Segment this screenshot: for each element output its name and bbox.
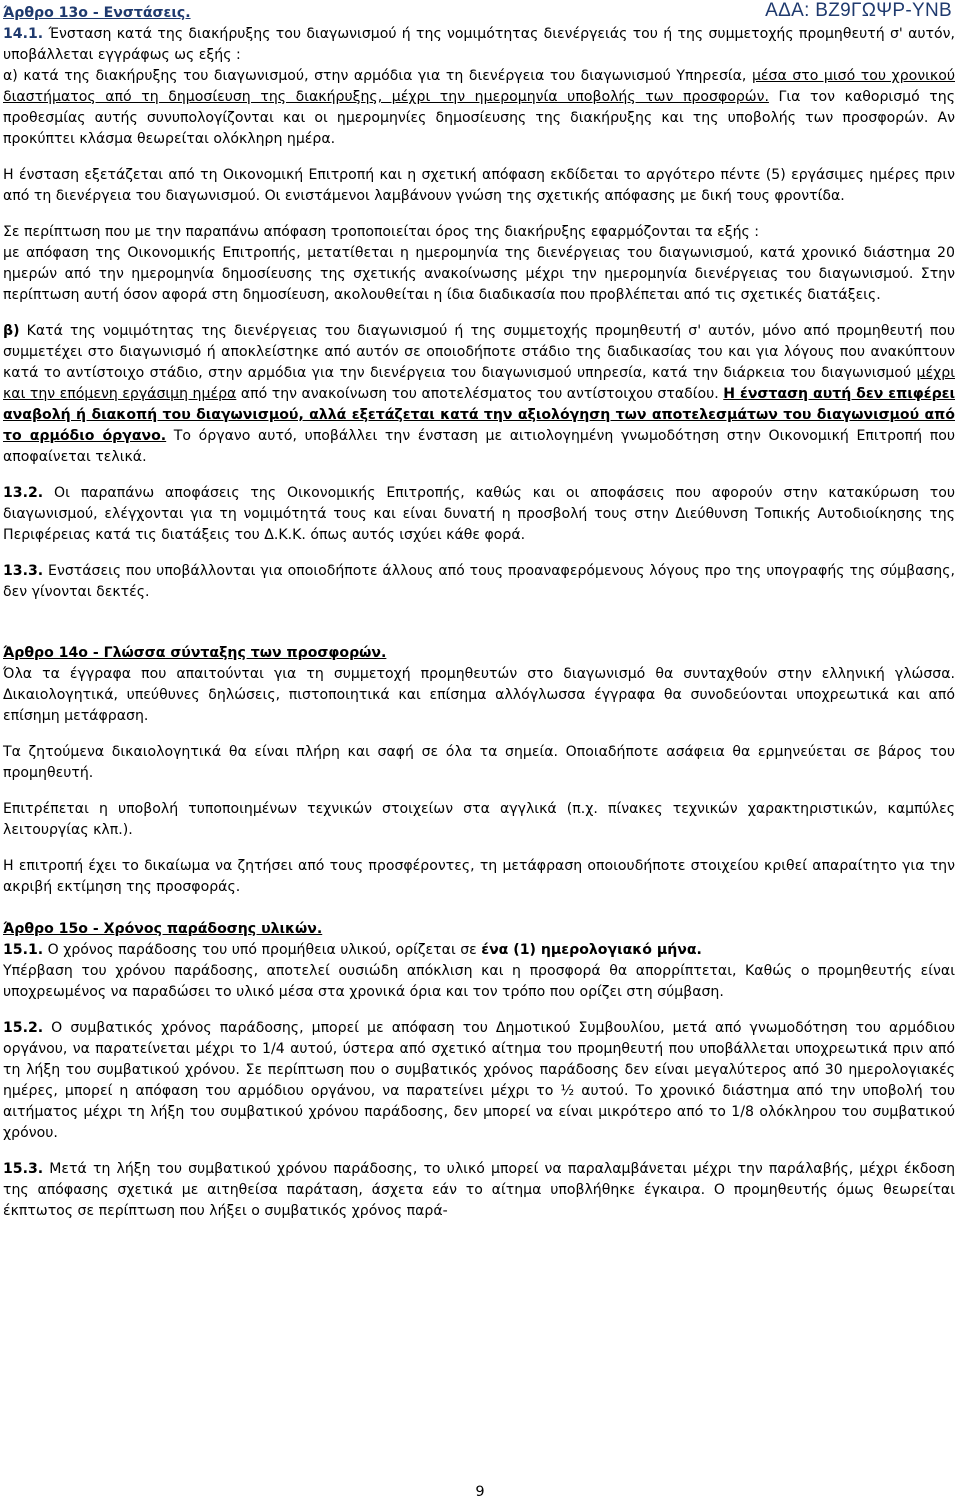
- paragraph-13-3: 13.3. Ενστάσεις που υποβάλλονται για οποιοδήποτε άλλους από τους προαναφερόμενους λόγους προ της υπογραφής της σύμβασης, δεν γίνονται δεκτές.: [3, 563, 955, 600]
- paragraph-committee-review: Η ένσταση εξετάζεται από τη Οικονομική Επιτροπή και η σχετική απόφαση εκδίδεται το αργότερο πέντε (5) εργάσιμες ημέρες πριν από τη διενέργεια του διαγωνισμού. Οι ενιστάμενοι λαμβάνουν γνώση της σχετικής απόφασης με δική τους φροντίδα.: [3, 167, 955, 204]
- paragraph-15-1: 15.1. Ο χρόνος παράδοσης του υπό προμήθεια υλικού, ορίζεται σε ένα (1) ημερολογιακό μήνα.: [3, 942, 702, 958]
- paragraph-objection-b: β) Κατά της νομιμότητας της διενέργειας του διαγωνισμού ή της συμμετοχής προμηθευτή σ' αυτόν, μόνο από προμηθευτή που συμμετέχει στο διαγωνισμό ή αποκλείστηκε από αυτόν σε οποιοδήποτε στάδιο της διαδικασίας του και για λόγους που ανακύπτουν κατά το αντίστοιχο στάδιο, στην αρμόδια για την διενέργεια του διαγωνισμού υπηρεσία, κατά την διάρκεια του διαγωνισμού μέχρι και την επόμενη εργάσιμη ημέρα από την ανακοίνωση του αποτελέσματος του αντίστοιχου σταδίου. Η ένσταση αυτή δεν επιφέρει αναβολή ή διακοπή του διαγωνισμού, αλλά εξετάζεται κατά την αξιολόγηση των αποτελεσμάτων του διαγωνισμού από το αρμόδιο όργανο. Το όργανο αυτό, υποβάλλει την ένσταση με αιτιολογημένη γνωμοδότηση στην Οικονομική Επιτροπή που αποφαίνεται τελικά.: [3, 323, 956, 465]
- paragraph-13-2: 13.2. Οι παραπάνω αποφάσεις της Οικονομικής Επιτροπής, καθώς και οι αποφάσεις που αφορούν στην κατακύρωση του διαγωνισμού, ελέγχονται για τη νομιμότητά τους και είναι δυνατή η προσβολή τους στην Διεύθυνση Τοπικής Αυτοδιοίκησης της Περιφέρειας κατά τις διατάξεις του Δ.Κ.Κ. όπως αυτός ισχύει κάθε φορά.: [3, 485, 955, 543]
- paragraph-translation-request: Η επιτροπή έχει το δικαίωμα να ζητήσει από τους προσφέροντες, τη μετάφραση οποιουδήποτε στοιχείου κριθεί απαραίτητο για την ακριβή εκτίμηση της προσφοράς.: [3, 858, 955, 895]
- article-13-title: Άρθρο 13ο - Ενστάσεις.: [3, 5, 191, 21]
- paragraph-objection-a: α) κατά της διακήρυξης του διαγωνισμού, στην αρμόδια για τη διενέργεια του διαγωνισμού Υπηρεσία, μέσα στο μισό του χρονικού διαστήματος από τη δημοσίευση της διακήρυξης, μέχρι την ημερομηνία υποβολής των προσφορών. Για τον καθορισμό της προθεσμίας αυτής συνυπολογίζονται και οι ημερομηνίες δημοσίευσης της διακήρυξης και της υποβολής των προσφορών. Αν προκύπτει κλάσμα θεωρείται ολόκληρη ημέρα.: [3, 68, 955, 147]
- document-body: [3, 3, 955, 1222]
- paragraph-delay-rule: Υπέρβαση του χρόνου παράδοσης, αποτελεί ουσιώδη απόκλιση και η προσφορά θα απορρίπτεται, Καθώς ο προμηθευτής είναι υποχρεωμένος να παραδώσει το υλικό μέσα στα χρονικά όρια και τον τρόπο που ορίζει στη σύμβαση.: [3, 963, 955, 1000]
- paragraph-amendment-rule: με απόφαση της Οικονομικής Επιτροπής, μετατίθεται η ημερομηνία της διενέργειας του διαγωνισμού, κατά χρονικό διάστημα 20 ημερών από την ημερομηνία δημοσίευσης της σχετικής ανακοίνωσης μέχρι την ημερομηνία διενέργειας του διαγωνισμού. Στην περίπτωση αυτή όσον αφορά στη δημοσίευση, ακολουθείται η ίδια διαδικασία που προβλέπεται από τις σχετικές διατάξεις.: [3, 245, 955, 303]
- paragraph-14-1: 14.1. Ένσταση κατά της διακήρυξης του διαγωνισμού ή της νομιμότητας διενέργειάς του ή της συμμετοχής προμηθευτή σ' αυτόν, υποβάλλεται εγγράφως ως εξής :: [3, 26, 955, 63]
- paragraph-documents-clarity: Τα ζητούμενα δικαιολογητικά θα είναι πλήρη και σαφή σε όλα τα σημεία. Οποιαδήποτε ασάφεια θα ερμηνεύεται σε βάρος του προμηθευτή.: [3, 744, 955, 781]
- bold-underlined-note: Η ένσταση αυτή δεν επιφέρει αναβολή ή διακοπή του διαγωνισμού, αλλά εξετάζεται κατά την αξιολόγηση των αποτελεσμάτων του διαγωνισμού από το αρμόδιο όργανο.: [3, 386, 956, 444]
- page-number: 9: [475, 1484, 485, 1500]
- article-15-title: Άρθρο 15ο - Χρόνος παράδοσης υλικών.: [3, 921, 323, 937]
- paragraph-number: 14.1.: [3, 26, 44, 42]
- paragraph-english-technical: Επιτρέπεται η υποβολή τυποποιημένων τεχνικών στοιχείων στα αγγλικά (π.χ. πίνακες τεχνικών χαρακτηριστικών, καμπύλες λειτουργίας κλπ.).: [3, 801, 955, 838]
- paragraph-15-3: 15.3. Μετά τη λήξη του συμβατικού χρόνου παράδοσης, το υλικό μπορεί να παραλαμβάνεται μέχρι την παράλαβής, μέχρι έκδοση της απόφασης σχετικά με αιτηθείσα παράταση, άσχετα εάν το αίτημα υποβλήθηκε έγκαιρα. Ο προμηθευτής όμως θεωρείται έκπτωτος σε περίπτωση που λήξει ο συμβατικός χρόνος παρά-: [3, 1161, 955, 1219]
- underlined-deadline: μέσα στο μισό του χρονικού διαστήματος από τη δημοσίευση της διακήρυξης, μέχρι την ημερομηνία υποβολής των προσφορών.: [3, 68, 955, 105]
- ada-code: ΑΔΑ: ΒΖ9ΓΩΨΡ-ΥΝΒ: [765, 0, 952, 21]
- paragraph-language: Όλα τα έγγραφα που απαιτούνται για τη συμμετοχή προμηθευτών στο διαγωνισμό θα συνταχθούν στην ελληνική γλώσσα. Δικαιολογητικά, υπεύθυνες δηλώσεις, πιστοποιητικά και επίσημα αλλόγλωσσα έγγραφα θα συνοδεύονται υποχρεωτικά και από επίσημη μετάφραση.: [3, 666, 955, 724]
- paragraph-15-2: 15.2. Ο συμβατικός χρόνος παράδοσης, μπορεί με απόφαση του Δημοτικού Συμβουλίου, μετά από γνωμοδότηση του αρμόδιου οργάνου, να παρατείνεται μέχρι το 1/4 αυτού, ύστερα από σχετικό αίτημα του προμηθευτή που υποβάλλεται υποχρεωτικά πριν από τη λήξη του συμβατικού χρόνου. Σε περίπτωση που ο συμβατικός χρόνος παράδοσης δεν είναι μεγαλύτερος από 30 ημερολογιακές ημέρες, μπορεί η απόφαση του αρμόδιου οργάνου, να παρατείνει μέχρι το ½ αυτού. Το χρονικό διάστημα από την υποβολή του αιτήματος μέχρι τη λήξη του συμβατικού χρόνου παράδοσης, δεν μπορεί να είναι μικρότερο από το 1/8 ολόκληρου του συμβατικού χρόνου.: [3, 1020, 955, 1141]
- paragraph-amendment-intro: Σε περίπτωση που με την παραπάνω απόφαση τροποποιείται όρος της διακήρυξης εφαρμόζονται τα εξής :: [3, 224, 760, 240]
- article-14-title: Άρθρο 14ο - Γλώσσα σύνταξης των προσφορών.: [3, 645, 387, 661]
